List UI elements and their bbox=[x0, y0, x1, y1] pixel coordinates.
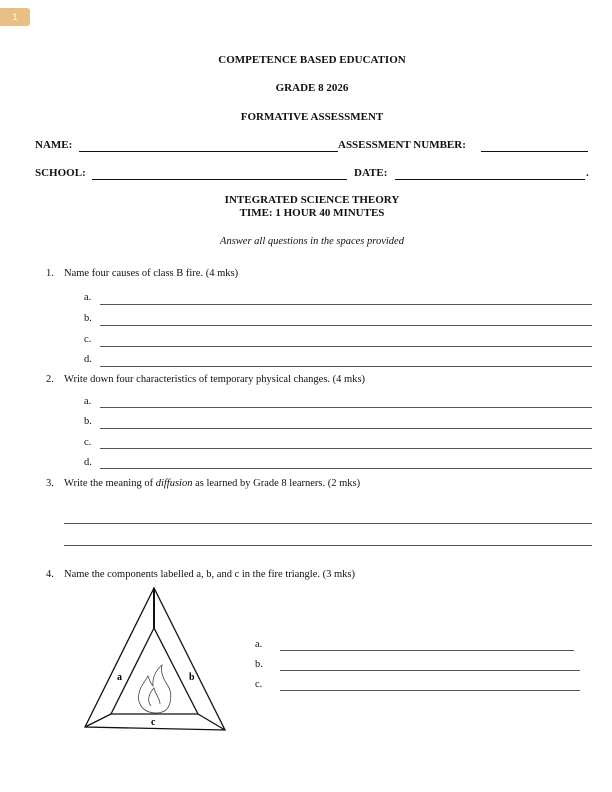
question-1-number: 1. bbox=[46, 268, 54, 279]
subject-title: INTEGRATED SCIENCE THEORY bbox=[224, 194, 400, 206]
flame-icon bbox=[139, 665, 171, 713]
answer-label: a. bbox=[255, 639, 263, 650]
text: Write the meaning of bbox=[64, 478, 156, 489]
answer-line[interactable] bbox=[280, 650, 574, 651]
answer-label: c. bbox=[255, 679, 263, 690]
diagram-label-a: a bbox=[117, 672, 122, 683]
answer-label: d. bbox=[84, 457, 92, 468]
header-line-1: COMPETENCE BASED EDUCATION bbox=[218, 54, 406, 66]
exam-time: TIME: 1 HOUR 40 MINUTES bbox=[239, 207, 385, 219]
date-label: DATE: bbox=[354, 167, 388, 179]
question-1-text: Name four causes of class B fire. (4 mks) bbox=[64, 268, 239, 279]
question-2-number: 2. bbox=[46, 374, 54, 385]
answer-label: a. bbox=[84, 396, 92, 407]
answer-label: a. bbox=[84, 292, 92, 303]
question-2-text: Write down four characteristics of temporary physical changes. (4 mks) bbox=[64, 374, 366, 385]
school-label: SCHOOL: bbox=[35, 167, 86, 179]
answer-label: c. bbox=[84, 334, 92, 345]
instruction: Answer all questions in the spaces provided bbox=[220, 236, 404, 247]
answer-label: b. bbox=[84, 313, 92, 324]
diagram-label-b: b bbox=[189, 672, 195, 683]
date-end: . bbox=[586, 167, 589, 179]
assessment-number-label: ASSESSMENT NUMBER: bbox=[338, 139, 466, 151]
emphasis: diffusion bbox=[155, 478, 193, 489]
answer-label: d. bbox=[84, 354, 92, 365]
header-line-2: GRADE 8 2026 bbox=[275, 82, 349, 94]
answer-line[interactable] bbox=[280, 670, 580, 671]
answer-label: b. bbox=[84, 416, 92, 427]
text: as learned by Grade 8 learners. (2 mks) bbox=[192, 478, 361, 489]
answer-label: b. bbox=[255, 659, 263, 670]
question-4-text: Name the components labelled a, b, and c in the fire triangle. (3 mks) bbox=[64, 569, 355, 580]
diagram-label-c: c bbox=[151, 717, 156, 728]
question-3-number: 3. bbox=[46, 478, 54, 489]
name-label: NAME: bbox=[35, 139, 73, 151]
page-number-badge[interactable]: 1 bbox=[0, 8, 30, 26]
header-line-3: FORMATIVE ASSESSMENT bbox=[240, 111, 384, 123]
answer-line[interactable] bbox=[280, 690, 580, 691]
answer-label: c. bbox=[84, 437, 92, 448]
question-4-number: 4. bbox=[46, 569, 54, 580]
